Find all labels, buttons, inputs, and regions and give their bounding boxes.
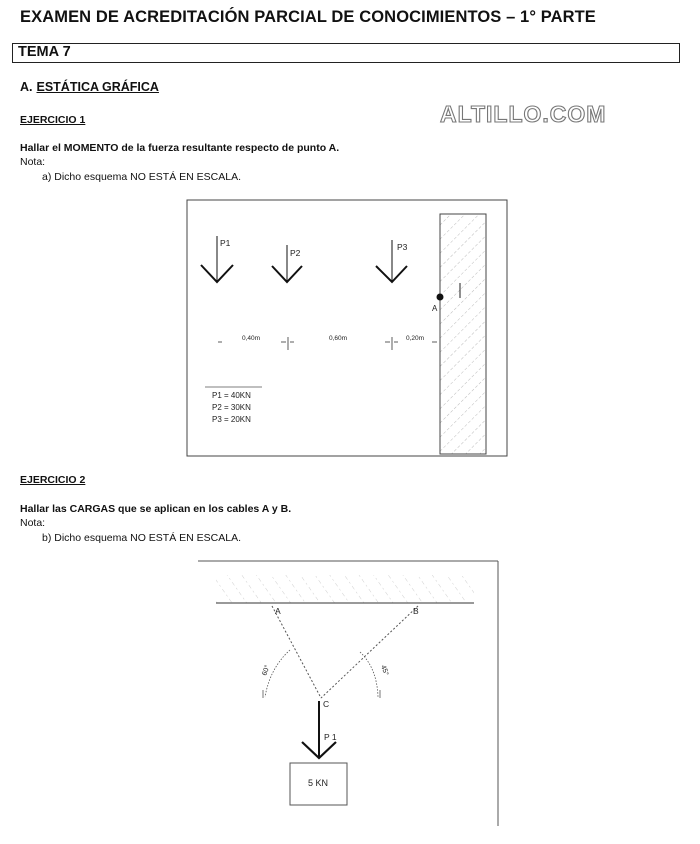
point-a2-label: A (275, 606, 281, 616)
point-c-label: C (323, 699, 330, 709)
force-p1-load-arrow (302, 701, 336, 758)
exam-title: EXAMEN DE ACREDITACIÓN PARCIAL DE CONOCIMIENTOS – 1° PARTE (20, 8, 596, 26)
distance-1-label: 0,40m (242, 335, 261, 342)
tema-label: TEMA 7 (18, 44, 71, 60)
distance-2-label: 0,60m (329, 335, 348, 342)
distance-3-label: 0,20m (406, 335, 425, 342)
force-p1-label: P1 (220, 238, 231, 248)
point-a-marker (437, 294, 444, 301)
ejercicio1-heading: EJERCICIO 1 (20, 114, 86, 126)
point-a-label: A (432, 304, 438, 313)
ceiling-hatch (216, 575, 474, 603)
angle-b-label: 45° (379, 664, 390, 677)
ejercicio2-question: Hallar las CARGAS que se aplican en los cables A y B. (20, 503, 292, 515)
watermark-logo: ALTILLO.COM (440, 101, 607, 127)
point-b-label: B (413, 606, 419, 616)
legend-p1: P1 = 40KN (212, 391, 251, 400)
ejercicio1-note-item: a) Dicho esquema NO ESTÁ EN ESCALA. (42, 171, 241, 183)
legend-p2: P2 = 30KN (212, 403, 251, 412)
ejercicio1-note-label: Nota: (20, 156, 46, 168)
angle-arcs (263, 650, 380, 698)
force-p3-label: P3 (397, 242, 408, 252)
section-title: ESTÁTICA GRÁFICA (36, 80, 159, 94)
angle-a-label: 60° (261, 664, 272, 677)
legend-p3: P3 = 20KN (212, 415, 251, 424)
diagram1-wall (440, 214, 486, 454)
ejercicio2-note-item: b) Dicho esquema NO ESTÁ EN ESCALA. (42, 532, 241, 544)
cable-a (272, 606, 321, 698)
cable-b (321, 606, 418, 698)
force-p2-label: P2 (290, 248, 301, 258)
section-letter: A. (20, 80, 33, 94)
ejercicio2-heading: EJERCICIO 2 (20, 474, 86, 486)
load-label: 5 KN (307, 778, 329, 788)
ejercicio1-question: Hallar el MOMENTO de la fuerza resultante respecto de punto A. (20, 142, 340, 154)
force-label-p1: P 1 (324, 732, 337, 742)
ejercicio2-note-label: Nota: (20, 517, 46, 529)
